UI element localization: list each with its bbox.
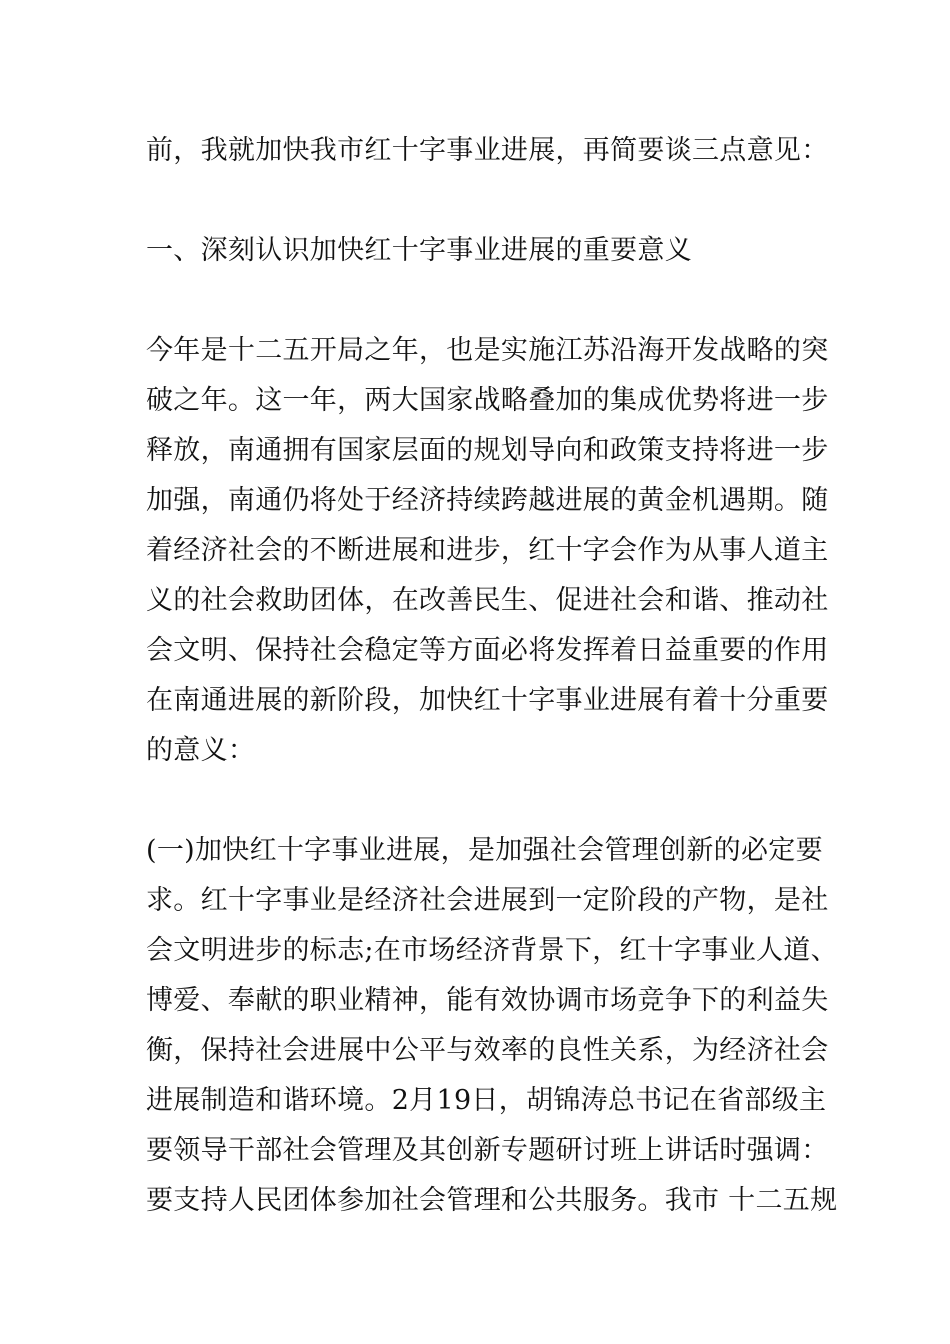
paragraph-line: 释放，南通拥有国家层面的规划导向和政策支持将进一步: [146, 435, 829, 466]
paragraph-line: 破之年。这一年，两大国家战略叠加的集成优势将进一步: [146, 385, 829, 416]
section-heading: 一、深刻认识加快红十字事业进展的重要意义: [146, 235, 692, 266]
paragraph-line: 今年是十二五开局之年，也是实施江苏沿海开发战略的突: [146, 335, 829, 366]
paragraph-line: 义的社会救助团体，在改善民生、促进社会和谐、推动社: [146, 585, 829, 616]
paragraph-line: 博爱、奉献的职业精神，能有效协调市场竞争下的利益失: [146, 985, 829, 1016]
paragraph-line: 要支持人民团体参加社会管理和公共服务。我市 十二五规: [146, 1185, 838, 1216]
paragraph-line: 求。红十字事业是经济社会进展到一定阶段的产物，是社: [146, 885, 829, 916]
paragraph-line: 着经济社会的不断进展和进步，红十字会作为从事人道主: [146, 535, 829, 566]
paragraph-line: (一)加快红十字事业进展，是加强社会管理创新的必定要: [146, 835, 823, 866]
intro-line: 前，我就加快我市红十字事业进展，再简要谈三点意见：: [146, 135, 829, 166]
paragraph-line: 会文明、保持社会稳定等方面必将发挥着日益重要的作用: [146, 635, 829, 666]
paragraph-line: 加强，南通仍将处于经济持续跨越进展的黄金机遇期。随: [146, 485, 829, 516]
paragraph-line: 在南通进展的新阶段，加快红十字事业进展有着十分重要: [146, 685, 829, 716]
paragraph-line: 要领导干部社会管理及其创新专题研讨班上讲话时强调：: [146, 1135, 829, 1166]
paragraph-line: 会文明进步的标志;在市场经济背景下，红十字事业人道、: [146, 935, 838, 966]
paragraph-line: 进展制造和谐环境。2月19日，胡锦涛总书记在省部级主: [146, 1085, 827, 1116]
paragraph-line: 的意义：: [146, 735, 256, 766]
paragraph-line: 衡，保持社会进展中公平与效率的良性关系，为经济社会: [146, 1035, 829, 1066]
